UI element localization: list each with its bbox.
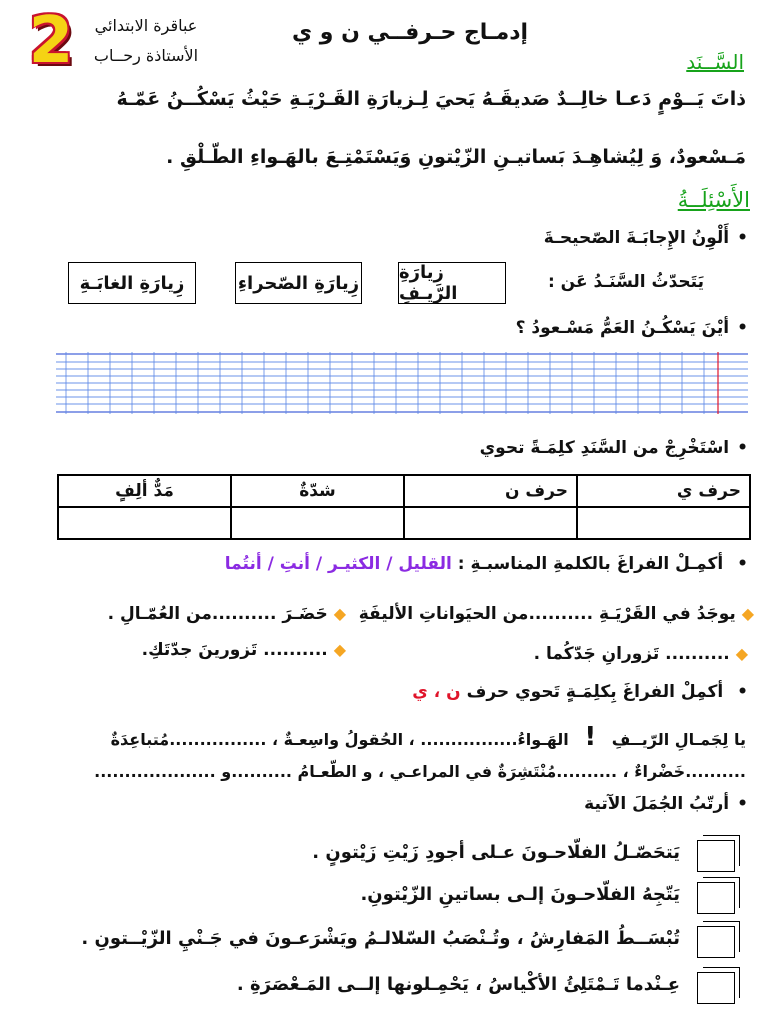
option-forest[interactable]: زِيارَةِ الغابَـةِ — [68, 262, 196, 304]
school-name: عباقرة الابتدائي — [94, 16, 198, 35]
diamond-icon: ◆ — [333, 640, 346, 659]
question-6: • أرتّبُ الجُمَلَ الآتية — [584, 794, 748, 814]
teacher-name: الأستاذة رحــاب — [93, 46, 199, 65]
option-desert[interactable]: زِيارَةِ الصّحراءِ — [235, 262, 362, 304]
q4-item-3[interactable] — [534, 644, 748, 664]
col-madd-alif: مَدٌّ ألِفٍ — [58, 475, 231, 507]
sentence-4: عِـنْدما تَـمْتَلِئُ الأكْياسُ ، يَحْمِـلونها إلــى المَـعْصَرَةِ . — [236, 974, 680, 995]
order-box-1[interactable] — [697, 840, 735, 872]
q4-word-bank: القليل / الكثيـر / أنتِ / أنتُما — [224, 554, 452, 574]
col-noon: حرف ن — [404, 475, 577, 507]
sentence-2: يَتّجِهُ الفلّاحـونَ إلـى بساتينِ الزّيْتونِ. — [360, 884, 680, 905]
exclamation-mark: ! — [584, 722, 597, 752]
diamond-icon: ◆ — [333, 604, 346, 623]
q4-item-1-text: يوجَدُ في القَرْيَـةِ ..........من الحيَواناتِ الأليفَةِ — [358, 604, 736, 624]
question-3: • اسْتَخْرِجْ من السَّنَدِ كلِمَـةً تحوي — [480, 438, 748, 458]
question-1: • أَلْوِنُ الإِجابَـةَ الصّحيحـةَ — [544, 228, 748, 248]
questions-heading: الأَسْئِلَــةُ — [677, 188, 750, 212]
cell-answer-shadda[interactable] — [231, 507, 404, 539]
sentence-3: تُبْسَــطُ المَفارِشُ ، وتُـنْصَبُ السّلالـمُ ويَشْرَعـونَ في جَـنْيِ الزّيْــتونِ . — [81, 928, 680, 949]
q1-prompt: يَتَحدّثُ السَّنَـدُ عَن : — [547, 272, 704, 292]
q5-line-1-rest: الهَـواءُ................ ، الحُقولُ واسِعـةٌ ، ................مُتباعِدَةٌ — [110, 730, 569, 749]
order-box-2[interactable] — [697, 882, 735, 914]
q4-item-3-text: .......... تَزورانِ جَدّكُما . — [533, 644, 730, 664]
sanad-line-2: مَـسْعودٌ، وَ لِيُشاهِـدَ بَساتيـنِ الزّيْتونِ وَيَسْتَمْتِـعَ بالهَـواءِ الطّـلْقِ . — [166, 146, 746, 168]
q4-item-2-text: حَضَـرَ ..........من العُمّـالِ . — [107, 604, 328, 624]
col-shadda: شدّةٌ — [231, 475, 404, 507]
question-5 — [412, 682, 748, 702]
cell-answer-madd[interactable] — [58, 507, 231, 539]
cell-answer-ya[interactable] — [577, 507, 750, 539]
sanad-line-1: ذاتَ يَــوْمٍ دَعـا خالِــدٌ صَديقَـهُ يَحيَ لِـزيارَةِ القَـرْيَـةِ حَيْثُ يَسْكُــنُ عَمّـهُ — [116, 88, 746, 110]
extraction-table — [57, 474, 751, 540]
order-box-4[interactable] — [697, 972, 735, 1004]
q5-line-1[interactable] — [16, 722, 746, 752]
q4-item-4[interactable] — [142, 640, 346, 660]
writing-lines[interactable] — [56, 352, 748, 414]
sanad-heading: السَّــنَد — [686, 50, 744, 74]
question-4 — [225, 554, 748, 574]
diamond-icon: ◆ — [735, 644, 748, 663]
sentence-1: يَتحَصّـلُ الفلّاحـونَ عـلى أجودِ زَيْتِ زَيْتونٍ . — [312, 842, 680, 863]
q4-item-4-text: .......... تَزورينَ جدّتَكِ. — [141, 640, 328, 660]
question-2: • أيْنَ يَسْكُـنُ العَمُّ مَسْـعودُ ؟ — [516, 318, 748, 338]
page-title: إدمـاج حـرفــي ن و ي — [291, 20, 529, 45]
cell-answer-noon[interactable] — [404, 507, 577, 539]
col-ya: حرف ي — [577, 475, 750, 507]
q5-letters: ن ، ي — [412, 682, 461, 702]
order-box-3[interactable] — [697, 926, 735, 958]
q4-item-1[interactable] — [359, 604, 754, 624]
q5-label: أكمِلْ الفراغَ بِكلِمَـةٍ تَحوي حرف — [466, 682, 724, 702]
q5-line-1-start: يا لِجَمـالِ الرّيــفِ — [611, 730, 746, 749]
diamond-icon: ◆ — [741, 604, 754, 623]
option-countryside[interactable]: زِيارَةِ الرّيـفِ — [398, 262, 506, 304]
grade-number: 2 — [28, 4, 74, 78]
q4-label: أكمِـلْ الفراغَ بالكلمةِ المناسبـةِ : — [457, 554, 724, 574]
q4-item-2[interactable] — [108, 604, 346, 624]
q5-line-2[interactable]: ..........خَضْراءٌ ، ..........مُنْتَشِرَةٌ في المراعـي ، و الطّعـامُ ..........و .................... — [94, 762, 746, 781]
